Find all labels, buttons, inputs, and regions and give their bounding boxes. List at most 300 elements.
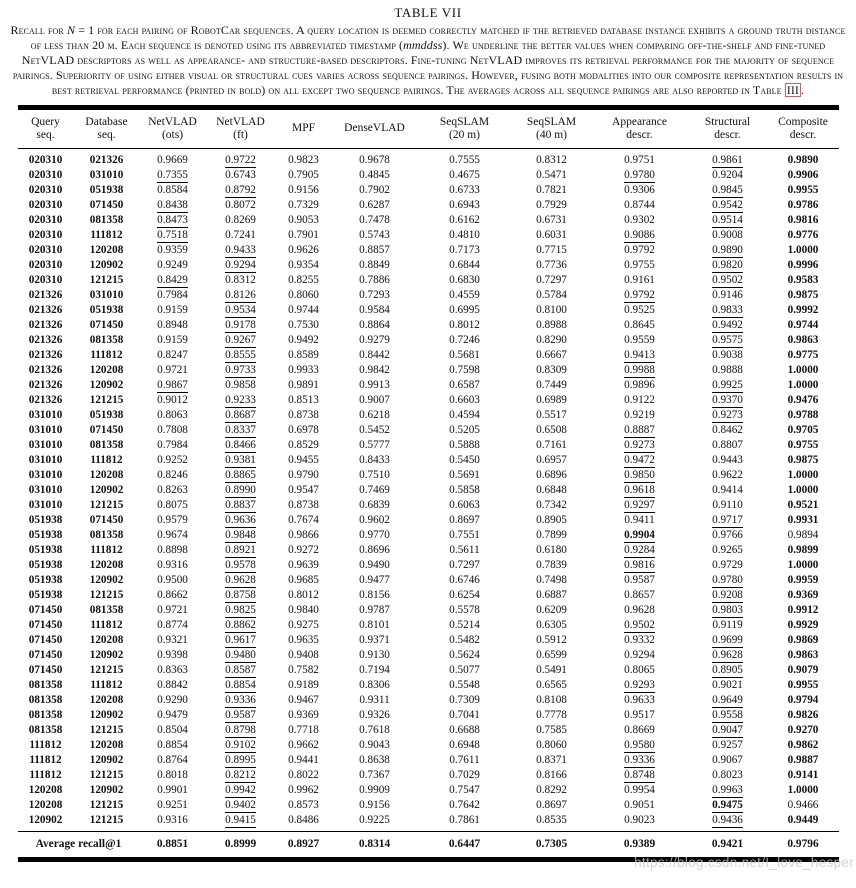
value-cell: 0.9297 — [624, 498, 655, 511]
value-cell: 0.9721 — [157, 604, 188, 616]
database-seq-cell: 051938 — [89, 303, 124, 316]
value-cell: 0.9776 — [787, 228, 819, 241]
col-header-structural-descr: Structural descr. — [704, 115, 751, 142]
value-cell: 0.9525 — [624, 303, 655, 316]
value-cell: 0.8075 — [157, 498, 188, 511]
value-cell: 0.6209 — [536, 604, 567, 616]
value-cell: 0.9141 — [787, 769, 819, 782]
value-cell: 0.5743 — [359, 228, 390, 241]
value-cell: 0.7194 — [359, 664, 390, 677]
value-cell: 0.9794 — [787, 694, 819, 707]
value-cell: 0.9901 — [157, 784, 188, 797]
value-cell: 0.9954 — [624, 784, 655, 797]
value-cell: 0.6995 — [449, 303, 480, 316]
value-cell: 0.9316 — [157, 814, 188, 827]
average-value-cell: 0.8927 — [287, 838, 320, 851]
value-cell: 0.9929 — [787, 619, 819, 632]
database-seq-cell: 111812 — [90, 348, 123, 361]
value-cell: 0.9678 — [359, 153, 390, 166]
value-cell: 0.9787 — [359, 604, 390, 616]
value-cell: 0.9402 — [225, 799, 256, 812]
value-cell: 0.9674 — [157, 528, 188, 541]
value-cell: 0.7478 — [359, 213, 390, 226]
value-cell: 0.6839 — [359, 498, 390, 511]
value-cell: 0.9955 — [787, 679, 819, 692]
table-caption — [7, 23, 849, 98]
value-cell: 0.8798 — [225, 724, 256, 737]
value-cell: 0.8864 — [359, 318, 390, 331]
value-cell: 0.9370 — [712, 393, 743, 406]
table-row — [18, 498, 839, 513]
table-row — [18, 423, 839, 438]
value-cell: 0.8697 — [449, 513, 480, 526]
value-cell: 0.9279 — [359, 333, 390, 346]
value-cell: 0.7984 — [157, 288, 188, 301]
value-cell: 0.9602 — [359, 513, 390, 526]
database-seq-cell: 021326 — [89, 153, 124, 166]
table-row — [18, 198, 839, 213]
table-row — [18, 168, 839, 183]
database-seq-cell: 121215 — [89, 724, 124, 737]
value-cell: 0.9790 — [288, 468, 319, 481]
value-cell: 0.8166 — [536, 769, 567, 782]
value-cell: 0.9931 — [787, 513, 819, 526]
value-cell: 0.5784 — [536, 288, 567, 301]
database-seq-cell: 120208 — [89, 739, 124, 752]
value-cell: 0.7905 — [288, 168, 319, 181]
value-cell: 0.9861 — [712, 153, 743, 166]
value-cell: 0.9578 — [225, 558, 256, 571]
value-cell: 0.9514 — [712, 213, 743, 226]
value-cell: 0.8584 — [157, 183, 188, 196]
value-cell: 0.9775 — [787, 348, 819, 361]
value-cell: 0.9534 — [225, 303, 256, 316]
database-seq-cell: 120208 — [89, 468, 124, 481]
query-seq-cell: 031010 — [28, 438, 63, 451]
value-cell: 0.9233 — [225, 393, 256, 406]
value-cell: 0.9744 — [787, 318, 819, 331]
value-cell: 0.6848 — [536, 483, 567, 496]
value-cell: 0.9336 — [624, 754, 655, 767]
query-seq-cell: 031010 — [28, 468, 63, 481]
value-cell: 0.9433 — [225, 243, 256, 256]
value-cell: 0.9443 — [712, 453, 743, 466]
value-cell: 0.9733 — [225, 363, 256, 376]
value-cell: 0.9584 — [359, 303, 390, 316]
value-cell: 0.9408 — [288, 649, 319, 662]
value-cell: 0.8887 — [624, 423, 655, 436]
value-cell: 0.9411 — [624, 513, 655, 526]
value-cell: 0.9858 — [225, 378, 256, 391]
value-cell: 0.9189 — [288, 679, 319, 692]
value-cell: 0.8309 — [536, 363, 567, 376]
query-seq-cell: 071450 — [28, 619, 63, 632]
value-cell: 0.4559 — [449, 288, 480, 301]
value-cell: 0.7551 — [449, 528, 480, 541]
value-cell: 0.9294 — [624, 649, 655, 662]
value-cell: 0.9899 — [787, 543, 819, 556]
table-row — [18, 453, 839, 468]
value-cell: 0.8738 — [288, 408, 319, 421]
col-header-seqslam-20-m: SeqSLAM (20 m) — [439, 115, 490, 142]
value-cell: 0.6287 — [359, 198, 390, 211]
value-cell: 0.9249 — [157, 258, 188, 271]
query-seq-cell: 021326 — [28, 393, 63, 406]
value-cell: 0.9275 — [288, 619, 319, 632]
value-cell: 0.9477 — [359, 573, 390, 586]
table-row — [18, 378, 839, 393]
value-cell: 0.8012 — [449, 318, 480, 331]
value-cell: 0.6063 — [449, 498, 480, 511]
database-seq-cell: 071450 — [89, 198, 124, 211]
query-seq-cell: 120208 — [28, 799, 63, 812]
value-cell: 0.9722 — [225, 153, 256, 166]
value-cell: 0.9626 — [288, 243, 319, 256]
value-cell: 0.7309 — [449, 694, 480, 707]
value-cell: 0.9086 — [624, 228, 655, 241]
average-value-cell: 0.8314 — [358, 838, 391, 851]
value-cell: 0.9479 — [157, 709, 188, 722]
caption-variable-mmddss: mmddss — [403, 37, 443, 52]
value-cell: 0.9414 — [712, 483, 743, 496]
value-cell: 0.9825 — [225, 604, 256, 616]
value-cell: 0.9862 — [787, 739, 819, 752]
value-cell: 0.9633 — [624, 694, 655, 707]
value-cell: 0.9933 — [288, 363, 319, 376]
value-cell: 0.9008 — [712, 228, 743, 241]
value-cell: 0.8156 — [359, 588, 390, 601]
value-cell: 0.7598 — [449, 363, 480, 376]
value-cell: 0.8638 — [359, 754, 390, 767]
value-cell: 0.9628 — [712, 649, 743, 662]
query-seq-cell: 081358 — [28, 679, 63, 692]
value-cell: 0.9558 — [712, 709, 743, 722]
value-cell: 0.8023 — [712, 769, 743, 782]
value-cell: 0.9359 — [157, 243, 188, 256]
value-cell: 0.6031 — [536, 228, 567, 241]
value-cell: 0.6731 — [536, 213, 567, 226]
database-seq-cell: 121215 — [89, 273, 124, 286]
value-cell: 0.8100 — [536, 303, 567, 316]
query-seq-cell: 021326 — [28, 318, 63, 331]
table-row — [18, 753, 839, 768]
value-cell: 0.9904 — [624, 528, 655, 541]
value-cell: 0.9449 — [787, 814, 819, 827]
value-cell: 0.9820 — [712, 258, 743, 271]
value-cell: 0.9575 — [712, 333, 743, 346]
value-cell: 0.7808 — [157, 423, 188, 436]
value-cell: 0.9521 — [787, 498, 819, 511]
value-cell: 0.6943 — [449, 198, 480, 211]
value-cell: 0.9381 — [225, 453, 256, 466]
value-cell: 0.9542 — [712, 198, 743, 211]
value-cell: 0.5611 — [449, 543, 480, 556]
value-cell: 0.8995 — [225, 754, 256, 767]
value-cell: 0.5471 — [536, 168, 567, 181]
value-cell: 0.9051 — [624, 799, 655, 812]
value-cell: 0.9792 — [624, 243, 655, 256]
table-row — [18, 543, 839, 558]
value-cell: 0.8687 — [225, 408, 256, 421]
query-seq-cell: 020310 — [28, 258, 63, 271]
value-cell: 0.8865 — [225, 468, 256, 481]
value-cell: 0.8429 — [157, 273, 188, 286]
value-cell: 0.9866 — [288, 528, 319, 541]
value-cell: 0.9079 — [787, 664, 819, 677]
value-cell: 0.7839 — [536, 558, 567, 571]
value-cell: 0.9622 — [712, 468, 743, 481]
value-cell: 0.9043 — [359, 739, 390, 752]
value-cell: 0.8246 — [157, 468, 188, 481]
watermark: https://blog.csdn.net/I_love_hesper — [634, 855, 854, 870]
value-cell: 0.8529 — [288, 438, 319, 451]
value-cell: 0.5681 — [449, 348, 480, 361]
query-seq-cell: 020310 — [28, 273, 63, 286]
value-cell: 0.9413 — [624, 348, 655, 361]
value-cell: 0.9294 — [225, 258, 256, 271]
table-row — [18, 228, 839, 243]
value-cell: 0.7547 — [449, 784, 480, 797]
table-row — [18, 348, 839, 363]
query-seq-cell: 120208 — [28, 784, 63, 797]
value-cell: 0.9649 — [712, 694, 743, 707]
value-cell: 0.8312 — [536, 153, 567, 166]
database-seq-cell: 121215 — [89, 814, 124, 827]
value-cell: 0.9992 — [787, 303, 819, 316]
value-cell: 0.8807 — [712, 438, 743, 451]
database-seq-cell: 081358 — [89, 333, 124, 346]
value-cell: 0.9888 — [712, 363, 743, 376]
value-cell: 0.9780 — [712, 573, 743, 586]
value-cell: 0.8486 — [288, 814, 319, 827]
value-cell: 0.5452 — [359, 423, 390, 436]
table-footer — [18, 832, 839, 860]
value-cell: 0.6565 — [536, 679, 567, 692]
value-cell: 0.7293 — [359, 288, 390, 301]
table-row — [18, 408, 839, 423]
value-cell: 0.9751 — [624, 153, 655, 166]
value-cell: 0.9770 — [359, 528, 390, 541]
value-cell: 0.9850 — [624, 468, 655, 481]
query-seq-cell: 051938 — [28, 558, 63, 571]
value-cell: 0.9909 — [359, 784, 390, 797]
value-cell: 0.5491 — [536, 664, 567, 677]
value-cell: 0.8645 — [624, 318, 655, 331]
value-cell: 0.7618 — [359, 724, 390, 737]
value-cell: 0.7899 — [536, 528, 567, 541]
value-cell: 0.4845 — [359, 168, 390, 181]
value-cell: 0.8535 — [536, 814, 567, 827]
value-cell: 1.0000 — [787, 243, 819, 256]
col-header-composite-descr: Composite descr. — [778, 115, 828, 142]
value-cell: 0.8126 — [225, 288, 256, 301]
query-seq-cell: 051938 — [28, 513, 63, 526]
value-cell: 0.8363 — [157, 664, 188, 677]
query-seq-cell: 020310 — [28, 168, 63, 181]
value-cell: 0.6508 — [536, 423, 567, 436]
value-cell: 0.8555 — [225, 348, 256, 361]
table-row — [18, 528, 839, 543]
value-cell: 0.9273 — [624, 438, 655, 451]
value-cell: 0.7469 — [359, 483, 390, 496]
value-cell: 0.6948 — [449, 739, 480, 752]
value-cell: 0.9842 — [359, 363, 390, 376]
table-row — [18, 318, 839, 333]
average-row — [18, 832, 839, 860]
query-seq-cell: 021326 — [28, 363, 63, 376]
value-cell: 0.7585 — [536, 724, 567, 737]
value-cell: 0.8669 — [624, 724, 655, 737]
query-seq-cell: 071450 — [28, 649, 63, 662]
value-cell: 0.9867 — [157, 378, 188, 391]
value-cell: 0.7297 — [449, 558, 480, 571]
table-row — [18, 288, 839, 303]
col-header-densevlad: DenseVLAD — [344, 122, 405, 135]
query-seq-cell: 021326 — [28, 378, 63, 391]
value-cell: 0.5517 — [536, 408, 567, 421]
value-cell: 0.9472 — [624, 453, 655, 466]
table-row — [18, 603, 839, 618]
value-cell: 0.9436 — [712, 814, 743, 827]
value-cell: 0.9705 — [787, 423, 819, 436]
value-cell: 0.8748 — [624, 769, 655, 782]
value-cell: 0.7367 — [359, 769, 390, 782]
value-cell: 0.8990 — [225, 483, 256, 496]
database-seq-cell: 120902 — [89, 258, 124, 271]
table-row — [18, 648, 839, 663]
average-value-cell: 0.9389 — [623, 838, 656, 851]
value-cell: 1.0000 — [787, 784, 819, 797]
database-seq-cell: 120208 — [89, 694, 124, 707]
value-cell: 0.7161 — [536, 438, 567, 451]
value-cell: 0.9467 — [288, 694, 319, 707]
value-cell: 1.0000 — [787, 483, 819, 496]
value-cell: 0.6746 — [449, 573, 480, 586]
database-seq-cell: 121215 — [89, 498, 124, 511]
value-cell: 0.9792 — [624, 288, 655, 301]
table-row — [18, 333, 839, 348]
value-cell: 0.7498 — [536, 573, 567, 586]
value-cell: 0.9942 — [225, 784, 256, 797]
value-cell: 0.5777 — [359, 438, 390, 451]
value-cell: 1.0000 — [787, 558, 819, 571]
value-cell: 0.8247 — [157, 348, 188, 361]
table-row — [18, 273, 839, 288]
value-cell: 0.8072 — [225, 198, 256, 211]
value-cell: 0.9803 — [712, 604, 743, 616]
value-cell: 0.8306 — [359, 679, 390, 692]
table-row — [18, 258, 839, 273]
table-row — [18, 513, 839, 528]
value-cell: 0.9369 — [288, 709, 319, 722]
value-cell: 0.8792 — [225, 183, 256, 196]
value-cell: 0.9293 — [624, 679, 655, 692]
value-cell: 0.7821 — [536, 183, 567, 196]
value-cell: 0.9007 — [359, 393, 390, 406]
table-row — [18, 243, 839, 258]
value-cell: 0.9906 — [787, 168, 819, 181]
database-seq-cell: 120208 — [89, 634, 124, 647]
value-cell: 0.9119 — [712, 619, 743, 632]
value-cell: 0.6254 — [449, 588, 480, 601]
value-cell: 0.8774 — [157, 619, 188, 632]
value-cell: 0.7778 — [536, 709, 567, 722]
value-cell: 0.9959 — [787, 573, 819, 586]
query-seq-cell: 051938 — [28, 588, 63, 601]
query-seq-cell: 120902 — [28, 814, 63, 827]
value-cell: 0.9023 — [624, 814, 655, 827]
database-seq-cell: 071450 — [89, 318, 124, 331]
value-cell: 0.7449 — [536, 378, 567, 391]
database-seq-cell: 081358 — [89, 438, 124, 451]
caption-variable-n: N — [66, 23, 76, 37]
value-cell: 0.9962 — [288, 784, 319, 797]
value-cell: 0.8662 — [157, 588, 188, 601]
value-cell: 0.9890 — [712, 243, 743, 256]
value-cell: 0.9204 — [712, 168, 743, 181]
table-row — [18, 213, 839, 228]
value-cell: 0.7241 — [225, 228, 256, 241]
results-table — [18, 105, 839, 863]
value-cell: 0.9729 — [712, 558, 743, 571]
average-value-cell: 0.8851 — [156, 838, 189, 851]
value-cell: 0.9038 — [712, 348, 743, 361]
table-row — [18, 183, 839, 198]
value-cell: 0.9988 — [624, 363, 655, 376]
database-seq-cell: 121215 — [89, 588, 124, 601]
value-cell: 0.9788 — [787, 408, 819, 421]
value-cell: 0.7718 — [288, 724, 319, 737]
value-cell: 0.9628 — [624, 604, 655, 616]
value-cell: 0.6599 — [536, 649, 567, 662]
value-cell: 0.9398 — [157, 649, 188, 662]
value-cell: 0.8269 — [225, 213, 256, 226]
query-seq-cell: 051938 — [28, 543, 63, 556]
table-row — [18, 813, 839, 832]
value-cell: 0.8290 — [536, 333, 567, 346]
value-cell: 0.8438 — [157, 198, 188, 211]
value-cell: 0.9766 — [712, 528, 743, 541]
value-cell: 0.8854 — [157, 739, 188, 752]
average-value-cell: 0.9421 — [711, 838, 744, 851]
value-cell: 0.7510 — [359, 468, 390, 481]
value-cell: 0.9492 — [712, 318, 743, 331]
value-cell: 0.9628 — [225, 573, 256, 586]
table-row — [18, 438, 839, 453]
value-cell: 0.5888 — [449, 438, 480, 451]
value-cell: 0.7582 — [288, 664, 319, 677]
value-cell: 0.6218 — [359, 408, 390, 421]
col-header-mpf: MPF — [291, 122, 316, 135]
table-iii-reference-link[interactable]: III — [786, 82, 800, 97]
value-cell: 0.9490 — [359, 558, 390, 571]
value-cell: 0.9587 — [624, 573, 655, 586]
value-cell: 0.9053 — [288, 213, 319, 226]
value-cell: 0.9354 — [288, 258, 319, 271]
value-cell: 0.8337 — [225, 423, 256, 436]
value-cell: 0.5858 — [449, 483, 480, 496]
value-cell: 0.8589 — [288, 348, 319, 361]
query-seq-cell: 021326 — [28, 333, 63, 346]
table-title: TABLE VII — [394, 5, 462, 20]
table-row — [18, 393, 839, 408]
value-cell: 0.9816 — [787, 213, 819, 226]
database-seq-cell: 031010 — [89, 168, 124, 181]
value-cell: 0.9156 — [359, 799, 390, 812]
value-cell: 0.9744 — [288, 303, 319, 316]
query-seq-cell: 111812 — [29, 754, 62, 767]
database-seq-cell: 120902 — [89, 483, 124, 496]
